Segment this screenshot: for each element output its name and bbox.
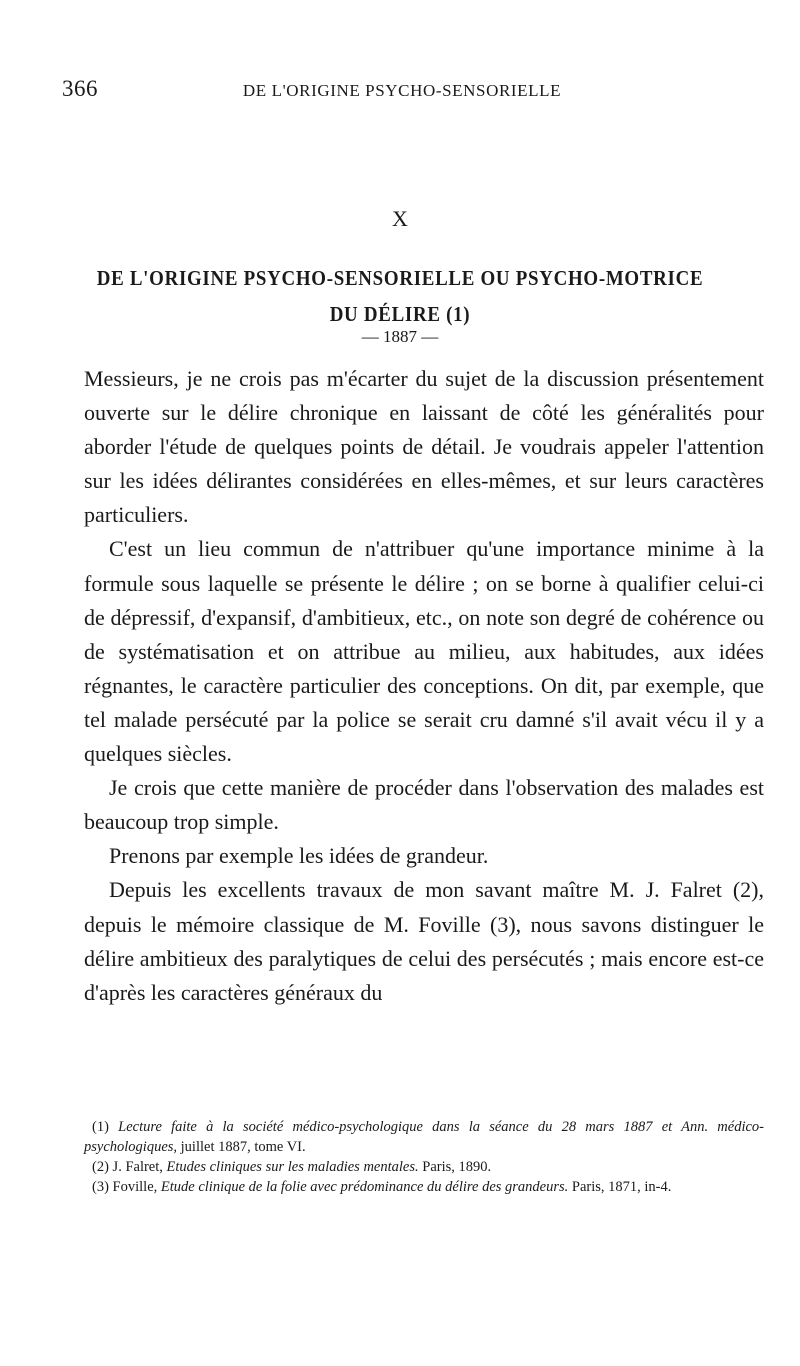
footnote-text: Paris, 1871, in-4. (568, 1179, 672, 1195)
chapter-title-line-1: DE L'ORIGINE PSYCHO-SENSORIELLE OU PSYCHO-MOTRICE (96, 266, 704, 290)
footnote-text: J. Falret, (108, 1159, 167, 1175)
footnote-text: Paris, 1890. (418, 1159, 492, 1175)
footnote (84, 1117, 764, 1157)
paragraph: C'est un lieu commun de n'attribuer qu'une importance minime à la formule sous laquelle se présente le délire ; on se borne à qualifier celui-ci de dépressif, d'expansif, d'ambitieux, etc., on note son degré de cohérence ou de systématisation et on attribue au milieu, aux habitudes, aux idées régnantes, le caractère particulier des conceptions. On dit, par exemple, que tel malade persécuté par la police se serait cru damné s'il avait vécu il y a quelques siècles. (84, 536, 764, 767)
footnotes (84, 1117, 764, 1197)
footnote-italic: Etudes cliniques sur les maladies mentales. (166, 1159, 419, 1175)
chapter-date: — 1887 — (361, 327, 439, 346)
paragraph: Je crois que cette manière de procéder dans l'observation des malades est beaucoup trop simple. (84, 775, 764, 835)
paragraph: Messieurs, je ne crois pas m'écarter du sujet de la discussion présentement ouverte sur le délire chronique en laissant de côté les généralités pour aborder l'étude de quelques points de détail. Je voudrais appeler l'attention sur les idées délirantes considérées en elles-mêmes, et sur leurs caractères particuliers. (84, 366, 764, 528)
page-number: 366 (62, 76, 98, 101)
footnote (84, 1177, 764, 1197)
footnote-mark: (1) (92, 1119, 109, 1135)
chapter-title-line-2: DU DÉLIRE (1) (329, 302, 471, 326)
footnote-text: Foville, (108, 1179, 161, 1195)
body-text (84, 362, 764, 1010)
footnote-italic: Etude clinique de la folie avec prédominance du délire des grandeurs. (160, 1179, 569, 1195)
footnote-italic: Lecture faite à la société médico-psychologique dans la séance du 28 mars 1887 et Ann. médico-psychologiques, (84, 1119, 764, 1155)
running-head (62, 76, 742, 108)
footnote (84, 1157, 764, 1177)
chapter-number: X (392, 206, 408, 231)
paragraph: Depuis les excellents travaux de mon savant maître M. J. Falret (2), depuis le mémoire classique de M. Foville (3), nous savons distinguer le délire ambitieux des paralytiques de celui des persécutés ; mais encore est-ce d'après les caractères généraux du (84, 877, 764, 1005)
chapter-title (76, 260, 724, 332)
footnote-mark: (2) (92, 1159, 109, 1175)
paragraph: Prenons par exemple les idées de grandeur. (109, 843, 489, 869)
footnote-text: juillet 1887, tome VI. (177, 1139, 306, 1155)
running-title: DE L'ORIGINE PSYCHO-SENSORIELLE (242, 81, 562, 100)
footnote-mark: (3) (92, 1179, 109, 1195)
